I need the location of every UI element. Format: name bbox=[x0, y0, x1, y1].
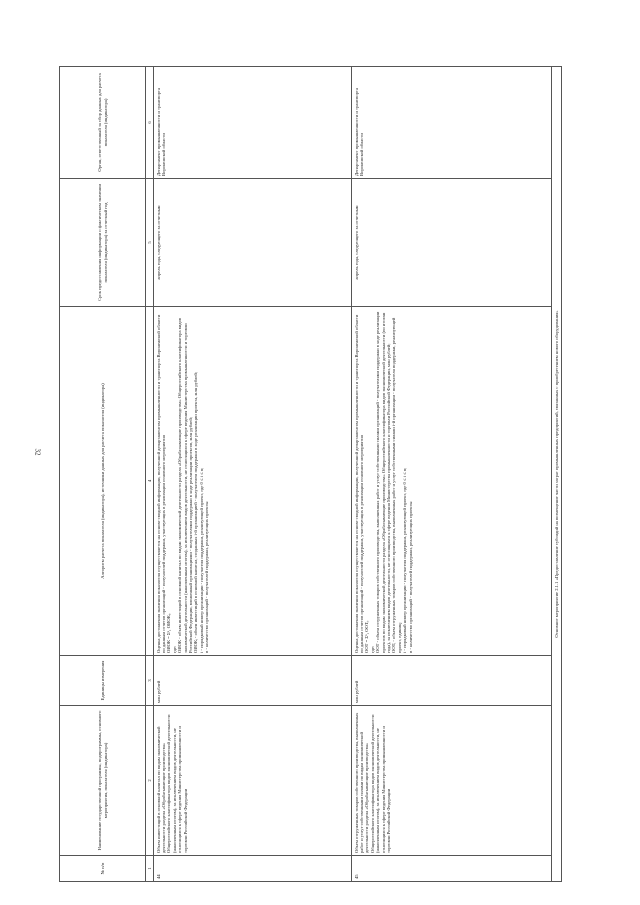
row-44-algorithm-line: где: bbox=[171, 645, 177, 653]
row-45-algorithm-line: n - количество организаций - получателей поддержки, реализующих проекты bbox=[407, 501, 413, 653]
row-44-algorithm-line: i - порядковый номер организации - получателя поддержки, реализующей проект, где 0 ≤ i ≤ n; bbox=[198, 467, 204, 653]
header-unit: Единицы измерения bbox=[60, 656, 146, 706]
header-row bbox=[60, 67, 146, 882]
row-44-algorithm-line: Оценка достижения значения показателя осуществляется на основе сводной информации, полученной департаментом промышленности и транспорта Воронежской области по данным отчетов организаций - получателей поддержки, участвующих в реализации основного мероприятия bbox=[155, 314, 166, 653]
page-number: 32 bbox=[33, 448, 42, 456]
row-45-num: 45 bbox=[352, 856, 552, 882]
row-44-algorithm-line: ОИОКᵢ - объем инвестиций в основной капитал, созданных i-й организацией - получателем поддержки в ходе реализации проекта, млн рублей; bbox=[193, 371, 199, 653]
row-45-responsible: Департамент промышленности и транспорта Воронежской области bbox=[352, 67, 552, 179]
header-responsible: Орган, ответственный за сбор данных для расчета показателя (индикатора) bbox=[60, 67, 146, 179]
header-name: Наименование государственной программы, подпрограммы, основного мероприятия, показателя (индикатора) bbox=[60, 706, 146, 856]
row-44-num: 44 bbox=[154, 856, 352, 882]
row-45-algorithm-line: ООТᵢ - объем отгруженных товаров собственного производства, выполненных работ и услуг собственными силами i-й организации - получателя поддержки, реализующей проект, единиц; bbox=[391, 317, 402, 653]
row-45-algorithm-line: i - порядковый номер организации - получателя поддержки, реализующей проект, где 0 ≤ i ≤ n; bbox=[402, 467, 408, 653]
row-45-name: Объем отгруженных товаров собственного производства, выполненных работ и услуг собственными силами по видам экономической деятельности раздела «Обрабатывающие производства» Общероссийского классификатора видов экономической деятельности (накопленным итогом), за исключением видов деятельности, не относящихся к сфере ведения Министерства промышленности и торговли Российской Федерации bbox=[352, 706, 552, 856]
row-44-algorithm-line: n - количество организаций - получателей поддержки, реализующих проекты bbox=[204, 501, 210, 653]
col-num-1: 1 bbox=[146, 856, 154, 882]
col-num-6: 6 bbox=[146, 67, 154, 179]
row-44-name: Объем инвестиций в основной капитал по видам экономической деятельности раздела «Обрабатывающие производства» Общероссийского классификатора видов экономической деятельности (накопленным итогом), за исключением видов деятельности, не относящихся к сфере ведения Министерства промышленности и торговли Российской Федерации bbox=[154, 706, 352, 856]
row-45-algorithm bbox=[352, 307, 552, 656]
row-44-responsible: Департамент промышленности и транспорта Воронежской области bbox=[154, 67, 352, 179]
row-45-algorithm-line: где: bbox=[369, 645, 375, 653]
row-45-algorithm-line: ООТ - объем отгруженных товаров собственного производства, выполненных работ и услуг собственными силами организаций - получателями поддержки в ходе реализации проектов по видам экономической деятельности раздела «Обрабатывающие производства» Общероссийского классификатора видов экономической деятельности (по итогам года), за исключением видов деятельности, не относящихся к сфере ведения Министерства промышленности и торговли Российской Федерации, млн рублей; bbox=[375, 311, 391, 653]
landscape-sheet bbox=[59, 67, 573, 882]
table-row bbox=[154, 67, 352, 882]
row-44-algorithm bbox=[154, 307, 352, 656]
row-45-deadline: апрель года, следующего за отчетным bbox=[352, 179, 552, 307]
col-num-4: 4 bbox=[146, 307, 154, 656]
row-45-unit: млн рублей bbox=[352, 656, 552, 706]
header-deadline: Срок предоставления информации о фактическом значении показателя (индикатора) за отчетный год bbox=[60, 179, 146, 307]
footer-row bbox=[552, 67, 562, 882]
row-44-algorithm-line: ОИОК - объем инвестиций в основной капитал по видам экономической деятельности раздела «Обрабатывающие производства» Общероссийского классификатора видов экономической деятельности (накопленным итогом), за исключением видов деятельности, не относящихся к сфере ведения Министерства промышленности и торговли Российской Федерации, вложенный организациями - получателями поддержки в ходе реализации проектов, млн рублей; bbox=[177, 317, 193, 653]
row-44-formula: ОИОК = Σⁿ₁ ОИОКᵢ, bbox=[166, 613, 172, 653]
col-num-2: 2 bbox=[146, 706, 154, 856]
row-44-deadline: апрель года, следующего за отчетным bbox=[154, 179, 352, 307]
row-45-algorithm-line: Оценка достижения значения показателя осуществляется на основе сводной информации, полученной департаментом промышленности и транспорта Воронежской области по данным отчетов организаций - получателей поддержки, участвующих в реализации основного мероприятия bbox=[353, 314, 364, 653]
main-measure-label: Основное мероприятие 2.1.1 «Предоставление субсидий на возмещение части затрат промышленных предприятий, связанных с приобретением нового оборудования» bbox=[552, 67, 562, 882]
header-num: № п/п bbox=[60, 856, 146, 882]
col-num-5: 5 bbox=[146, 179, 154, 307]
row-44-unit: млн рублей bbox=[154, 656, 352, 706]
col-num-3: 3 bbox=[146, 656, 154, 706]
indicators-table bbox=[59, 66, 562, 882]
column-numbers-row bbox=[146, 67, 154, 882]
row-45-formula: ООТ = Σⁿ₁ ООТᵢ, bbox=[364, 620, 370, 653]
table-row bbox=[352, 67, 552, 882]
header-algorithm: Алгоритм расчета показателя (индикатора), источники данных для расчета показателя (индикатора) bbox=[60, 307, 146, 656]
